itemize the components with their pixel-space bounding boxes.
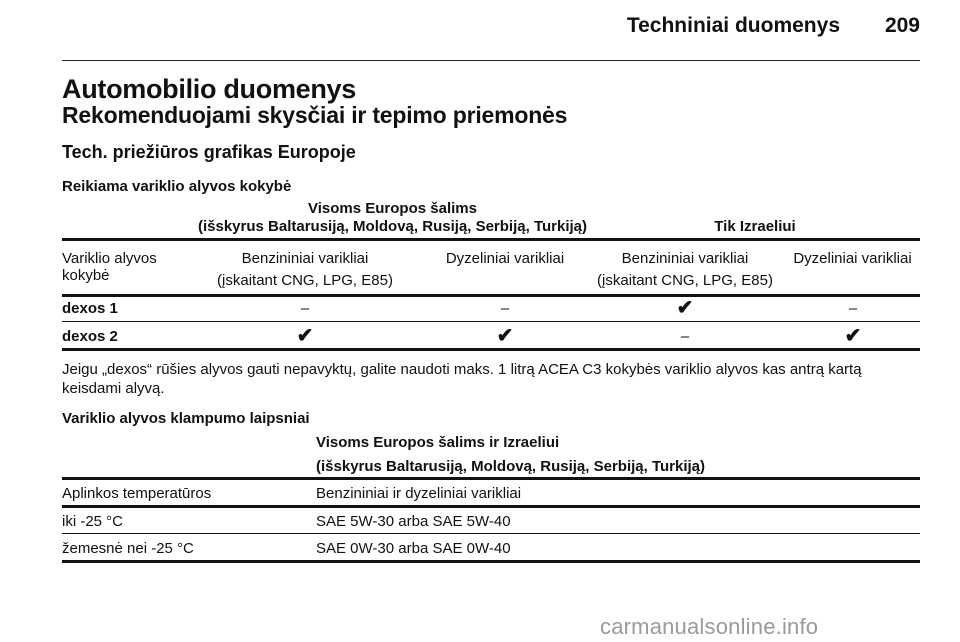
group-header-europe-line1: Visoms Europos šalims <box>308 200 477 217</box>
viscosity-group-header-line2: (išskyrus Baltarusiją, Moldovą, Rusiją, Serbiją, Turkiją) <box>316 458 706 475</box>
column-header-diesel-europe: Dyzeliniai varikliai <box>445 250 565 267</box>
oil-quality-heading: Reikiama variklio alyvos kokybė <box>62 178 292 195</box>
running-header-title: Techniniai duomenys <box>626 14 840 37</box>
group-header-europe-line2: (išskyrus Baltarusiją, Moldovą, Rusiją, Serbiją, Turkiją) <box>197 218 588 235</box>
viscosity-heading: Variklio alyvos klampumo laipsniai <box>62 410 310 427</box>
viscosity-rule-header <box>62 505 920 508</box>
row-label-dexos1: dexos 1 <box>62 300 118 317</box>
dexos2-diesel-israel-check-icon: ✔ <box>844 325 862 347</box>
page-number: 209 <box>884 14 920 37</box>
viscosity-row1-oil: SAE 5W-30 arba SAE 5W-40 <box>316 513 511 530</box>
dexos2-diesel-europe-check-icon: ✔ <box>496 325 514 347</box>
column-header-quality-line1: Variklio alyvos <box>62 250 157 267</box>
header-divider <box>62 60 920 61</box>
column-header-petrol-israel-note: (įskaitant CNG, LPG, E85) <box>597 272 773 289</box>
dexos1-diesel-europe-dash: – <box>500 300 510 317</box>
viscosity-group-header-line1: Visoms Europos šalims ir Izraeliui <box>316 434 560 451</box>
row-label-dexos2: dexos 2 <box>62 328 118 345</box>
dexos1-petrol-israel-check-icon: ✔ <box>676 297 694 319</box>
section-title: Automobilio duomenys <box>62 74 356 104</box>
column-header-petrol-europe-note: (įskaitant CNG, LPG, E85) <box>217 272 393 289</box>
viscosity-row2-oil: SAE 0W-30 arba SAE 0W-40 <box>316 540 511 557</box>
viscosity-rule-top <box>62 477 920 480</box>
table-rule-header <box>62 294 920 297</box>
column-header-engines: Benzininiai ir dyzeliniai varikliai <box>316 485 522 502</box>
dexos2-petrol-europe-check-icon: ✔ <box>296 325 314 347</box>
column-header-petrol-europe: Benzininiai varikliai <box>241 250 369 267</box>
dexos1-diesel-israel-dash: – <box>848 300 858 317</box>
table-rule-bottom <box>62 348 920 351</box>
viscosity-rule-row1 <box>62 533 920 534</box>
table-rule-row1 <box>62 321 920 322</box>
acea-note-paragraph: Jeigu „dexos“ rūšies alyvos gauti nepavyktų, galite naudoti maks. 1 litrą ACEA C3 kokybės variklio alyvos kas antrą kartą keisdami alyvą. <box>62 361 862 397</box>
table-rule-top <box>62 238 920 241</box>
watermark: carmanualsonline.info <box>600 614 819 639</box>
column-header-quality-line2: kokybė <box>62 267 110 284</box>
viscosity-rule-bottom <box>62 560 920 563</box>
column-header-diesel-israel: Dyzeliniai varikliai <box>793 250 912 267</box>
subsection-title: Rekomenduojami skysčiai ir tepimo priemonės <box>62 102 568 128</box>
group-header-israel: Tik Izraeliui <box>714 218 796 235</box>
dexos2-petrol-israel-dash: – <box>680 328 690 345</box>
maintenance-heading: Tech. priežiūros grafikas Europoje <box>62 142 356 162</box>
dexos1-petrol-europe-dash: – <box>300 300 310 317</box>
column-header-temperature: Aplinkos temperatūros <box>62 485 212 502</box>
viscosity-row1-temp: iki -25 °C <box>62 513 124 530</box>
viscosity-row2-temp: žemesnė nei -25 °C <box>62 540 194 557</box>
column-header-petrol-israel: Benzininiai varikliai <box>621 250 749 267</box>
